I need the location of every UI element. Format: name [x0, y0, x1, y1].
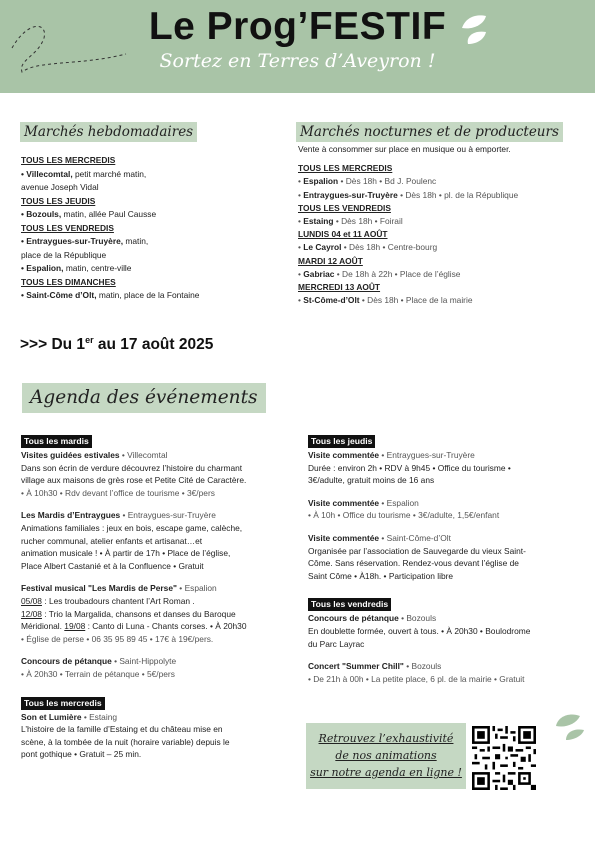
weekly-markets-heading: Marchés hebdomadaires [20, 122, 197, 142]
event-item: Les Mardis d’Entraygues • Entraygues-sur-Truyère Animations familiales : jeux en bois, escape game, calèche, rucher communal, atelier enfants et artisanat…et animation musicale ! • À partir de 17h • Place de l’église, Place Albert Castanié et à la Confluence • Gratuit [21, 510, 243, 571]
agenda-heading: Agenda des événements [22, 383, 266, 413]
event-item: Visite commentée • Entraygues-sur-Truyère Durée : environ 2h • RDV à 9h45 • Office du tourisme • 3€/adulte, gratuit moins de 16 ans [308, 450, 511, 486]
leaf-icon [552, 712, 586, 742]
event-item: Visites guidées estivales • Villecomtal Dans son écrin de verdure découvrez l’histoire du charmant village aux maisons de grès rose et Petite Cité de Caractère. • À 10h30 • Rdv devant l’office de tourisme • 3€/pers [21, 450, 247, 498]
day-label: MERCREDI 13 AOÛT [298, 282, 381, 293]
qr-code-icon[interactable] [472, 726, 536, 790]
page-subtitle: Sortez en Terres d’Aveyron ! [159, 50, 436, 72]
day-label: LUNDIS 04 et 11 AOÛT [298, 229, 388, 240]
day-label: TOUS LES DIMANCHES [21, 276, 116, 287]
event-item: Concours de pétanque • Bozouls En doublette formée, ouvert à tous. • À 20h30 • Boulodrome du Parc Layrac [308, 613, 531, 649]
event-item: Festival musical "Les Mardis de Perse" • Espalion 05/08 : Les troubadours chantent l’Art Roman . 12/08 : Trio la Margalida, chansons et danses du Baroque Méridional. 19/08 : Canto di Luna - Chants corses. • À 20h30 • Église de perse • 06 35 95 89 45 • 17€ à 19€/pers. [21, 583, 247, 644]
event-item: Son et Lumière • Estaing L’histoire de la famille d’Estaing et du château mise en scène, à la tombée de la nuit (horaire variable) depuis le pont gothique • Gratuit – 25 min. [21, 711, 230, 760]
day-label: TOUS LES JEUDIS [21, 195, 96, 206]
day-label: TOUS LES VENDREDIS [298, 202, 391, 213]
night-markets-list: Vente à consommer sur place en musique ou à emporter. TOUS LES MERCREDIS • Espalion • Dès 18h • Bd J. Poulenc • Entraygues-sur-Truyère • Dès 18h • pl. de la République TOUS LES VENDREDIS • Estaing • Dès 18h • Foirail LUNDIS 04 et 11 AOÛT • Le Cayrol • Dès 18h • Centre-bourg MARDI 12 AOÛT • Gabriac • De 18h à 22h • Place de l’église MERCREDI 13 AOÛT • St-Côme-d’Olt • Dès 18h • Place de la mairie [298, 144, 519, 306]
thursdays-tag: Tous les jeudis [308, 435, 375, 448]
wednesdays-tag: Tous les mercredis [21, 697, 105, 710]
agenda-left-column [21, 431, 291, 761]
event-item: Visite commentée • Saint-Côme-d’Olt Organisée par l’association de Sauvegarde du vieux Saint- Côme. Sans réservation. Rendez-vous devant l’église de Saint Côme • À18h. • Participation libre [308, 532, 526, 581]
event-item: Concours de pétanque • Saint-Hippolyte • À 20h30 • Terrain de pétanque • 5€/pers [21, 656, 177, 679]
leaf-icon [460, 14, 490, 46]
event-item: Visite commentée • Espalion • À 10h • Office du tourisme • 3€/adulte, 1,5€/enfant [308, 497, 500, 521]
day-label: TOUS LES MERCREDIS [298, 163, 393, 174]
night-markets-intro: Vente à consommer sur place en musique ou à emporter. [298, 144, 511, 154]
night-markets-heading: Marchés nocturnes et de producteurs [296, 122, 563, 142]
day-label: TOUS LES MERCREDIS [21, 155, 116, 165]
page-title: Le Prog’FESTIF [148, 5, 447, 48]
day-label: TOUS LES VENDREDIS [21, 222, 114, 233]
tuesdays-tag: Tous les mardis [21, 435, 92, 448]
agenda-right-column [308, 431, 578, 685]
online-agenda-link[interactable]: Retrouvez l’exhaustivité de nos animations sur notre agenda en ligne ! [310, 732, 462, 779]
weekly-markets-list: TOUS LES MERCREDIS • Villecomtal, petit marché matin, avenue Joseph Vidal TOUS LES JEUDIS • Bozouls, matin, allée Paul Causse TOUS LES VENDREDIS • Entraygues-sur-Truyère, matin, place de la République • Espalion, matin, centre-ville TOUS LES DIMANCHES • Saint-Côme d’Olt, matin, place de la Fontaine [21, 155, 200, 300]
event-item: Concert "Summer Chill" • Bozouls • De 21h à 00h • La petite place, 6 pl. de la mairie • Gratuit [308, 661, 525, 684]
date-range: >>> Du 1er au 17 août 2025 [20, 335, 214, 354]
day-label: MARDI 12 AOÛT [298, 255, 363, 266]
fridays-tag: Tous les vendredis [308, 598, 391, 611]
